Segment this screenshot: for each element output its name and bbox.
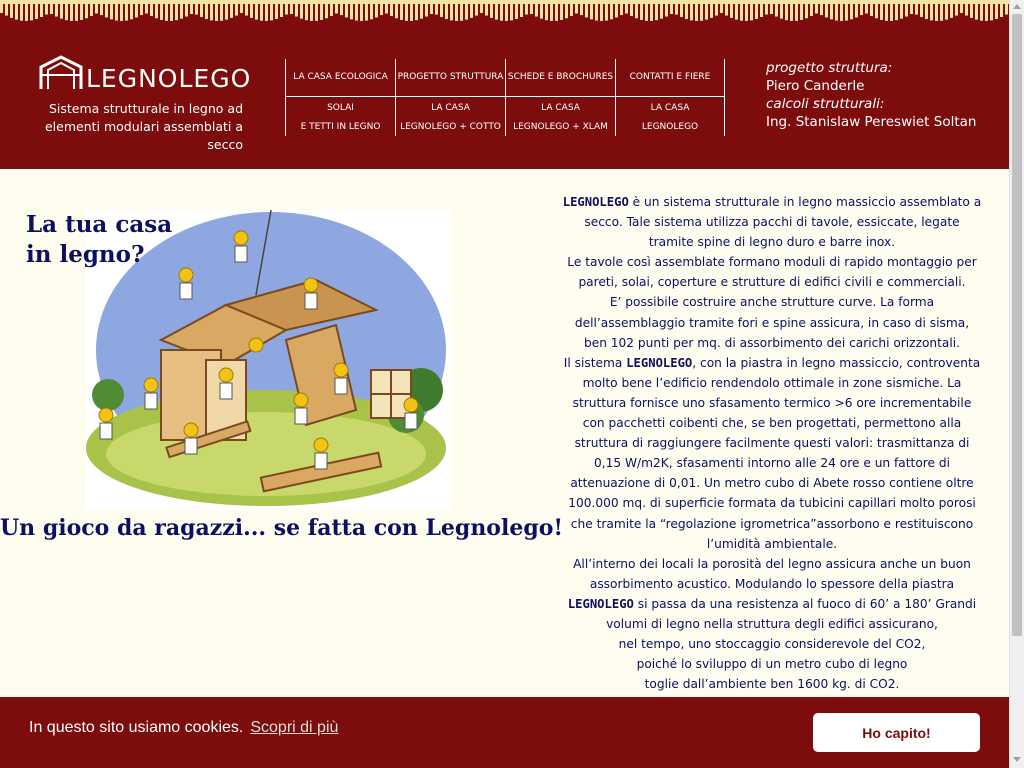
- decorative-fringe: [0, 0, 1009, 26]
- nav-link-casa-cotto[interactable]: [396, 99, 505, 137]
- credit-label: progetto struttura:: [766, 60, 893, 76]
- site-header: [0, 0, 1009, 169]
- cookie-message-text: In questo sito usiamo cookies.: [29, 719, 244, 736]
- house-frame-icon: [38, 55, 84, 91]
- description-paragraph: nel tempo, uno stoccaggio considerevole del CO2,: [618, 637, 926, 652]
- paragraph-text: si passa da una resistenza al fuoco di 60’ a 180’ Grandi volumi di legno nella struttura degli edifici assicurano,: [606, 596, 977, 631]
- nav-link-line: LEGNOLEGO + XLAM: [513, 122, 608, 132]
- nav-link-line: LA CASA: [541, 103, 580, 113]
- brand-mention: LEGNOLEGO: [626, 355, 693, 370]
- scrollbar-thumb[interactable]: [1012, 14, 1022, 636]
- nav-link-line: LEGNOLEGO: [641, 122, 699, 132]
- hero-title-line: in legno?: [26, 241, 145, 268]
- nav-link-line: SOLAI: [327, 103, 354, 113]
- nav-link-casa-legnolego[interactable]: [616, 99, 724, 137]
- description-paragraph: [562, 353, 982, 554]
- nav-link-casa-xlam[interactable]: [506, 99, 615, 137]
- scroll-down-arrow-icon[interactable]: [1013, 757, 1021, 762]
- hero-title: [26, 210, 172, 270]
- description-paragraph: Le tavole così assemblate formano moduli di rapido montaggio per pareti, solai, coperture e strutture di edifici civili e commerciali.: [567, 255, 977, 290]
- credit-name: Ing. Stanislaw Pereswiet Soltan: [766, 114, 977, 130]
- tagline-line: Sistema strutturale in legno ad: [48, 101, 243, 116]
- tagline-line: elementi modulari assemblati a secco: [44, 119, 243, 152]
- nav-column-1: [285, 59, 395, 136]
- description-paragraph: [562, 554, 982, 634]
- nav-link-line: E TETTI IN LEGNO: [300, 122, 381, 132]
- scroll-up-arrow-icon[interactable]: [1013, 4, 1021, 9]
- nav-column-3: [505, 59, 615, 136]
- nav-link-contatti-e-fiere[interactable]: CONTATTI E FIERE: [616, 59, 724, 97]
- nav-link-line: LA CASA: [650, 103, 690, 113]
- main-nav: [285, 59, 726, 136]
- nav-column-2: [395, 59, 505, 136]
- hero-title-line: La tua casa: [26, 211, 173, 238]
- cookie-info-link[interactable]: Scopri di più: [250, 719, 339, 736]
- paragraph-text: è un sistema strutturale in legno massiccio assemblato a secco. Tale sistema utilizza pacchi di tavole, essiccate, legate tramite spine di legno duro e barre inox.: [584, 195, 982, 250]
- hero-slogan: Un gioco da ragazzi... se fatta con Legnolego!: [0, 515, 564, 541]
- brand-mention: LEGNOLEGO: [567, 596, 634, 611]
- nav-column-4: [615, 59, 725, 136]
- accept-cookies-button[interactable]: Ho capito!: [813, 713, 980, 752]
- nav-link-solai-e-tetti[interactable]: [286, 99, 395, 137]
- cookie-message: [29, 719, 338, 737]
- description-paragraph: poiché lo sviluppo di un metro cubo di legno: [636, 657, 908, 672]
- site-logo[interactable]: [38, 55, 251, 91]
- paragraph-text: , con la piastra in legno massiccio, controventa molto bene l’edificio rendendolo ottimale in zone sismiche. La struttura fornisce uno sfasamento termico >6 ore incrementabile con pacchetti coibenti che, se ben progettati, permettono alla struttura di raggiungere facilmente questi valori: trasmittanza di 0,15 W/m2K, sfasamenti intorno alle 24 ore e un fattore di attenuazione di 0,01. Un metro cubo di Abete rosso contiene oltre 100.000 mq. di superficie formata da tubicini capillari molto porosi che tramite la “regolazione igrometrica”assorbono e restituiscono l’umidità ambientale.: [568, 355, 981, 551]
- credit-name: Piero Canderle: [766, 78, 865, 94]
- description-paragraph: toglie dall’ambiente ben 1600 kg. di CO2.: [644, 677, 900, 692]
- description-paragraph: [562, 192, 982, 252]
- vertical-scrollbar[interactable]: [1009, 0, 1024, 768]
- cookie-banner: [0, 697, 1009, 768]
- nav-link-schede-e-brochures[interactable]: SCHEDE E BROCHURES: [506, 59, 615, 97]
- nav-link-progetto-struttura[interactable]: PROGETTO STRUTTURA: [396, 59, 505, 97]
- nav-link-la-casa-ecologica[interactable]: LA CASA ECOLOGICA: [286, 59, 395, 97]
- brand-mention: LEGNOLEGO: [562, 195, 629, 209]
- paragraph-text: All’interno dei locali la porosità del legno assicura anche un buon assorbimento acustico. Modulando lo spessore della piastra: [573, 556, 971, 591]
- logo-text: LEGNOLEGO: [86, 64, 252, 93]
- paragraph-text: Il sistema: [563, 355, 627, 370]
- site-tagline: [14, 100, 243, 154]
- nav-link-line: LA CASA: [431, 103, 470, 113]
- project-credits: [766, 59, 976, 131]
- description-text: [562, 192, 982, 694]
- description-paragraph: E’ possibile costruire anche strutture curve. La forma dell’assemblaggio tramite fori e spine assicura, in caso di sisma, ben 102 punti per mq. di assorbimento dei carichi orizzontali.: [574, 295, 970, 350]
- nav-link-line: LEGNOLEGO + COTTO: [400, 122, 501, 132]
- credit-label: calcoli strutturali:: [766, 96, 885, 112]
